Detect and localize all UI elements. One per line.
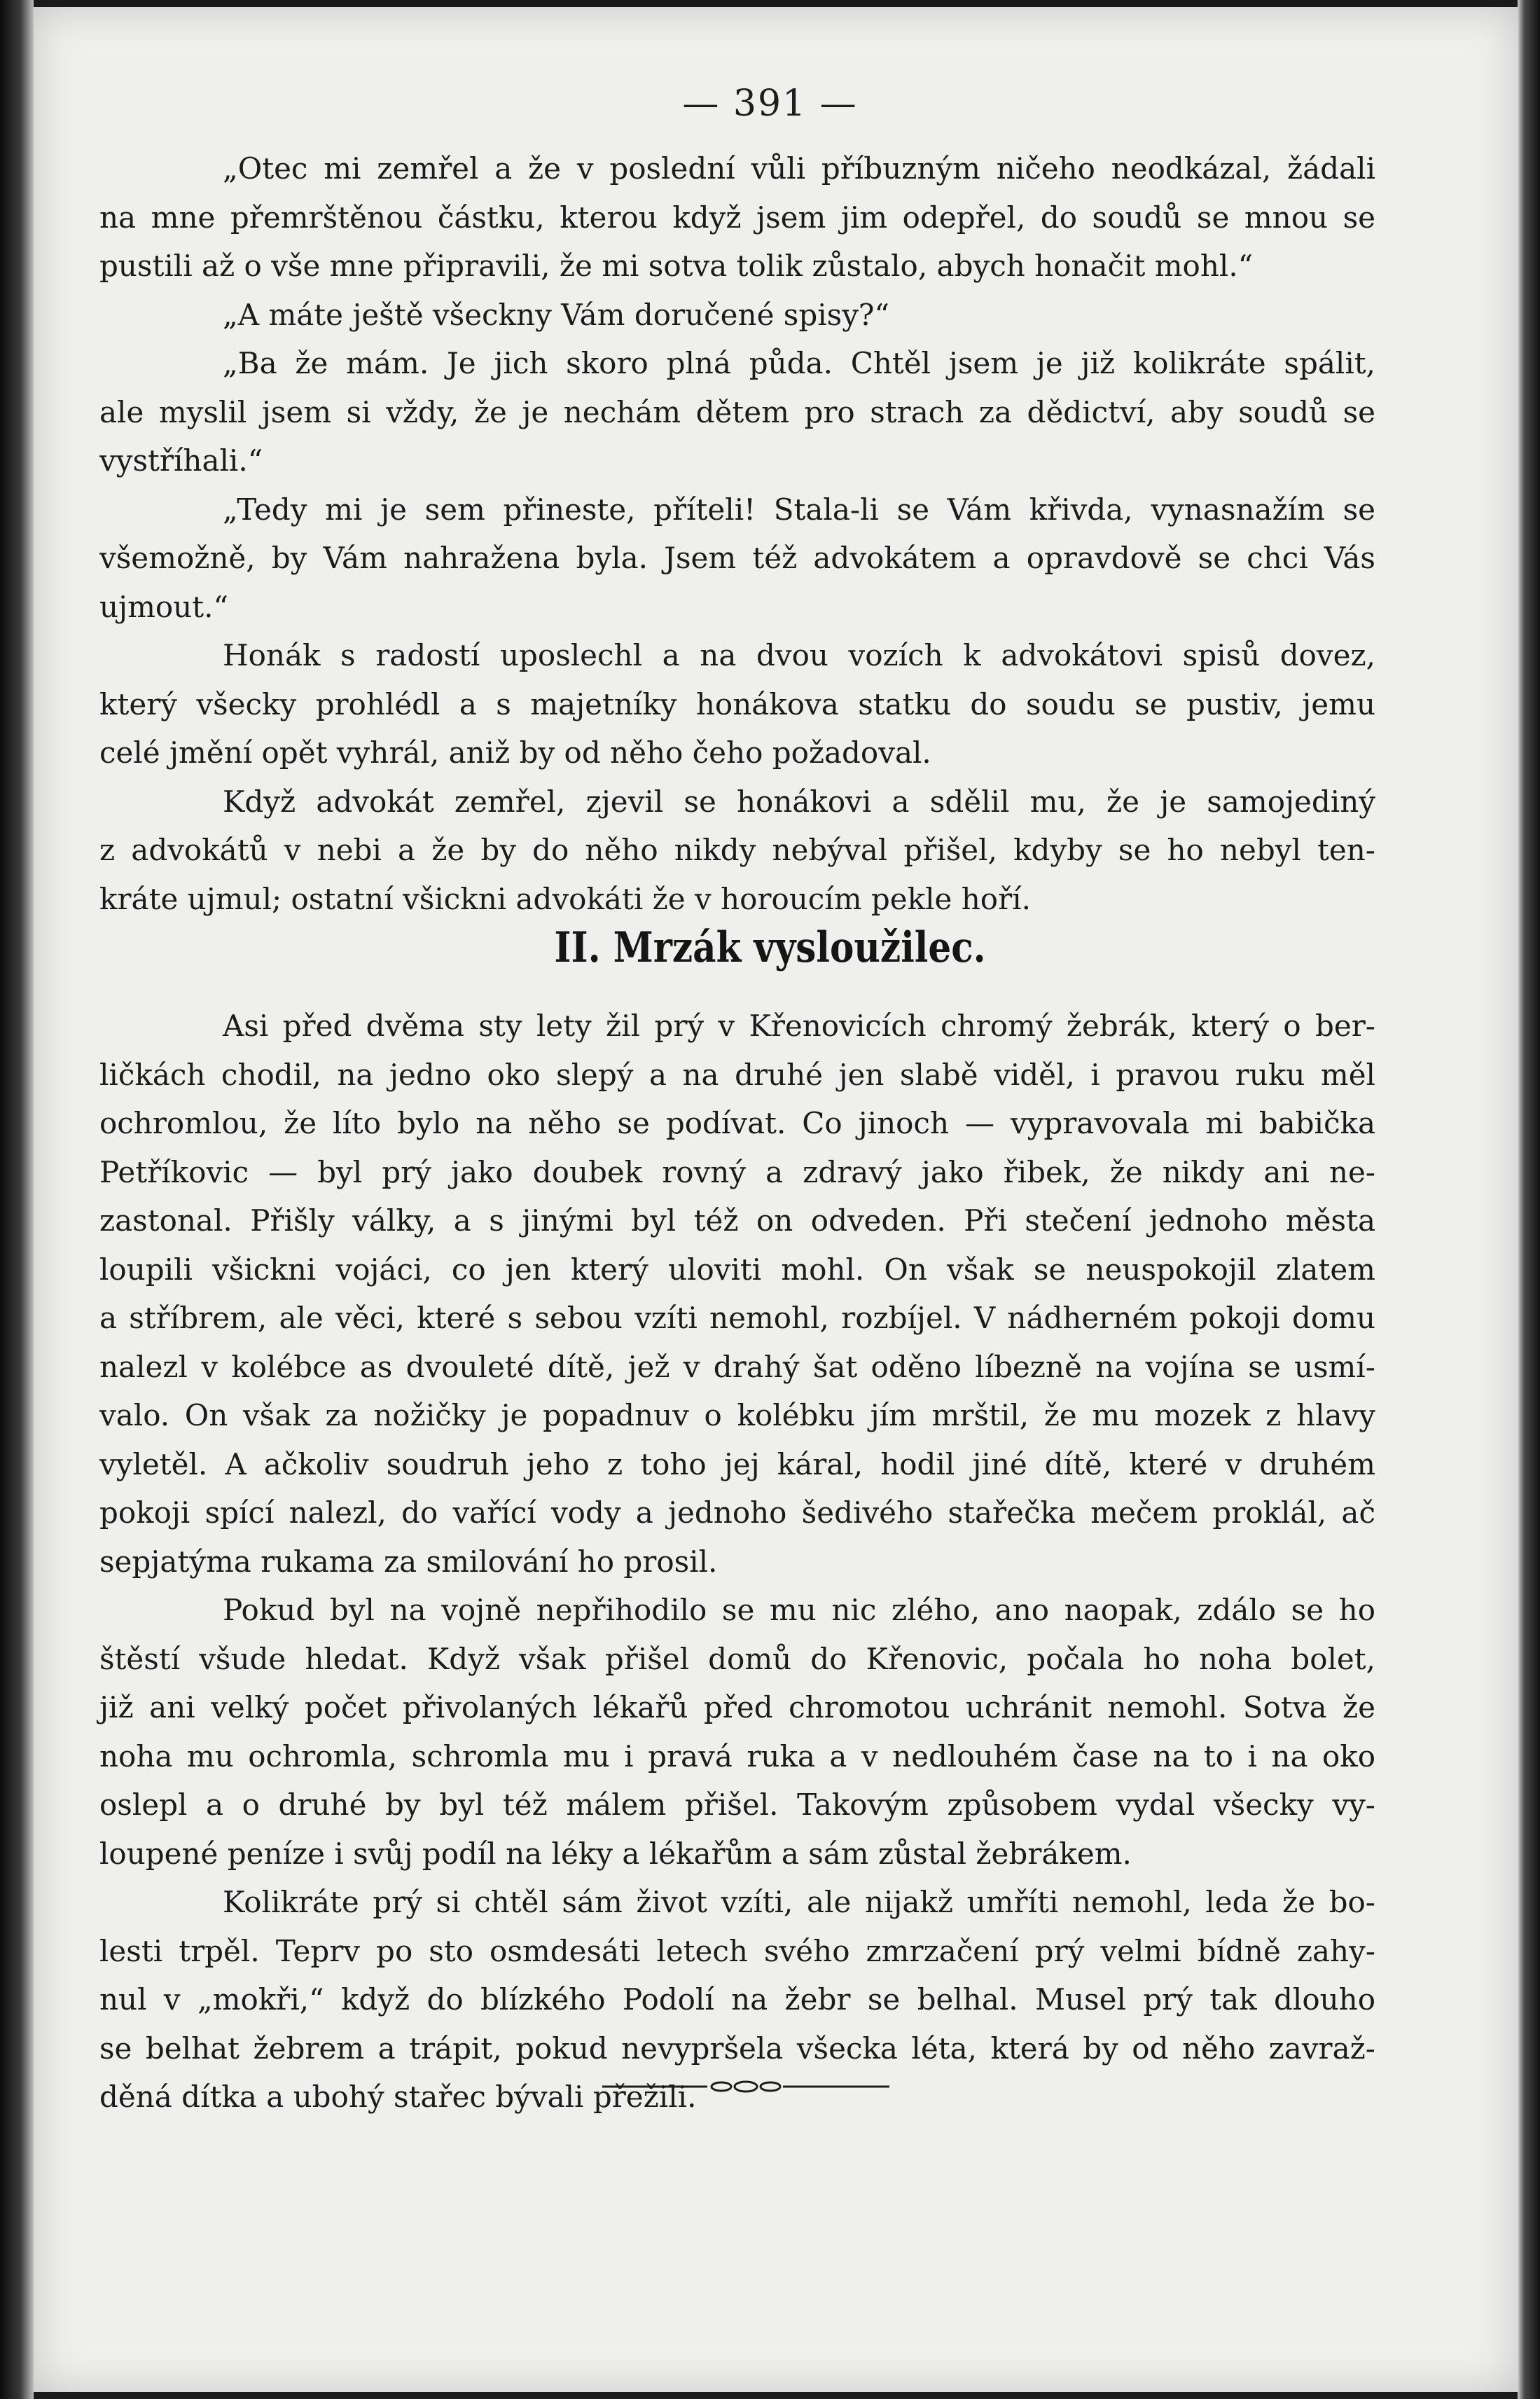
text-line: oslepl a o druhé by byl též málem přišel. Takovým způsobem vydal všecky vy- (99, 1788, 1375, 1822)
text-line: celé jmění opět vyhrál, aniž by od něho čeho požadoval. (99, 735, 931, 770)
text-line: ličkách chodil, na jedno oko slepý a na druhé jen slabě viděl, i pravou ruku měl (99, 1057, 1375, 1092)
text-line: Honák s radostí uposlechl a na dvou vozích k advokátovi spisů dovez, (223, 638, 1375, 672)
right-page-edge (1518, 0, 1540, 2399)
section-two-text (99, 1002, 1375, 2122)
ornament-link (712, 2082, 731, 2091)
text-line: lesti trpěl. Teprv po sto osmdesáti letech svého zmrzačení prý velmi bídně zahy- (99, 1933, 1375, 1968)
text-line: „Ba že mám. Je jich skoro plná půda. Chtěl jsem je již kolikráte spálit, (223, 346, 1375, 380)
text-line: který všecky prohlédl a s majetníky honákova statku do soudu se pustiv, jemu (99, 686, 1375, 721)
ornament-link (761, 2082, 780, 2091)
end-ornament (602, 2079, 889, 2094)
text-line: pustili až o vše mne připravili, že mi sotva tolik zůstalo, abych honačit mohl.“ (99, 249, 1254, 283)
text-line: „Tedy mi je sem přineste, příteli! Stala-li se Vám křivda, vynasnažím se (223, 492, 1375, 527)
text-line: štěstí všude hledat. Když však přišel domů do Křenovic, počala ho noha bolet, (99, 1641, 1375, 1676)
page-number: — 391 — (682, 83, 858, 125)
text-line: loupili všickni vojáci, co jen který uloviti mohl. On však se neuspokojil zlatem (99, 1252, 1375, 1287)
text-line: zastonal. Přišly války, a s jinými byl též on odveden. Při stečení jednoho města (99, 1203, 1375, 1238)
text-line: Když advokát zemřel, zjevil se honákovi a sdělil mu, že je samojediný (223, 784, 1375, 819)
ornament-link (735, 2082, 757, 2092)
text-line: ale myslil jsem si vždy, že je nechám dětem pro strach za dědictví, aby soudů se (99, 394, 1375, 429)
text-line: nul v „mokři,“ když do blízkého Podolí na žebr se belhal. Musel prý tak dlouho (99, 1982, 1375, 2017)
text-line: „A máte ještě všeckny Vám doručené spisy?“ (223, 297, 889, 332)
text-line: se belhat žebrem a trápit, pokud nevypršela všecka léta, která by od něho zavraž- (99, 2031, 1375, 2066)
text-line: již ani velký počet přivolaných lékařů před chromotou uchránit nemohl. Sotva že (99, 1690, 1375, 1724)
text-line: Asi před dvěma sty lety žil prý v Křenovicích chromý žebrák, který o ber- (223, 1009, 1375, 1043)
text-line: nalezl v kolébce as dvouleté dítě, jež v drahý šat oděno líbezně na vojína se usmí- (99, 1349, 1375, 1384)
text-line: pokoji spící nalezl, do vařící vody a jednoho šedivého stařečka mečem proklál, ač (99, 1495, 1375, 1530)
text-line: noha mu ochromla, schromla mu i pravá ruka a v nedlouhém čase na to i na oko (99, 1738, 1375, 1774)
text-line: děná dítka a ubohý stařec bývali přežili. (99, 2080, 697, 2114)
text-line: valo. On však za nožičky je popadnuv o kolébku jím mrštil, že mu mozek z hlavy (99, 1398, 1375, 1432)
text-line: a stříbrem, ale věci, které s sebou vzíti nemohl, rozbíjel. V nádherném pokoji domu (99, 1301, 1375, 1335)
text-line: sepjatýma rukama za smilování ho prosil. (99, 1544, 718, 1579)
text-line: všemožně, by Vám nahražena byla. Jsem též advokátem a opravdově se chci Vás (99, 541, 1375, 575)
text-line: vystříhali.“ (99, 443, 263, 478)
text-line: „Otec mi zemřel a že v poslední vůli příbuzným ničeho neodkázal, žádali (223, 151, 1375, 186)
text-line: kráte ujmul; ostatní všickni advokáti že v horoucím pekle hoří. (99, 881, 1031, 916)
text-line: z advokátů v nebi a že by do něho nikdy nebýval přišel, kdyby se ho nebyl ten- (99, 833, 1375, 867)
left-binding-edge (0, 0, 34, 2399)
text-line: ujmout.“ (99, 589, 228, 624)
text-line: ochromlou, že líto bylo na něho se podívat. Co jinoch — vypravovala mi babička (99, 1106, 1375, 1140)
text-line: Kolikráte prý si chtěl sám život vzíti, ale nijakž umříti nemohl, leda že bo- (223, 1885, 1375, 1919)
text-line: Pokud byl na vojně nepřihodilo se mu nic zlého, ano naopak, zdálo se ho (223, 1593, 1375, 1627)
text-line: na mne přemrštěnou částku, kterou když jsem jim odepřel, do soudů se mnou se (99, 200, 1375, 235)
text-line: Petříkovic — byl prý jako doubek rovný a zdravý jako řibek, že nikdy ani ne- (99, 1154, 1375, 1189)
text-line: loupené peníze i svůj podíl na léky a lékařům a sám zůstal žebrákem. (99, 1836, 1132, 1871)
section-one-text (99, 144, 1375, 923)
chapter-heading: II. Mrzák vysloužilec. (554, 923, 986, 972)
text-line: vyletěl. A ačkoliv soudruh jeho z toho jej káral, hodil jiné dítě, které v druhém (99, 1446, 1375, 1481)
